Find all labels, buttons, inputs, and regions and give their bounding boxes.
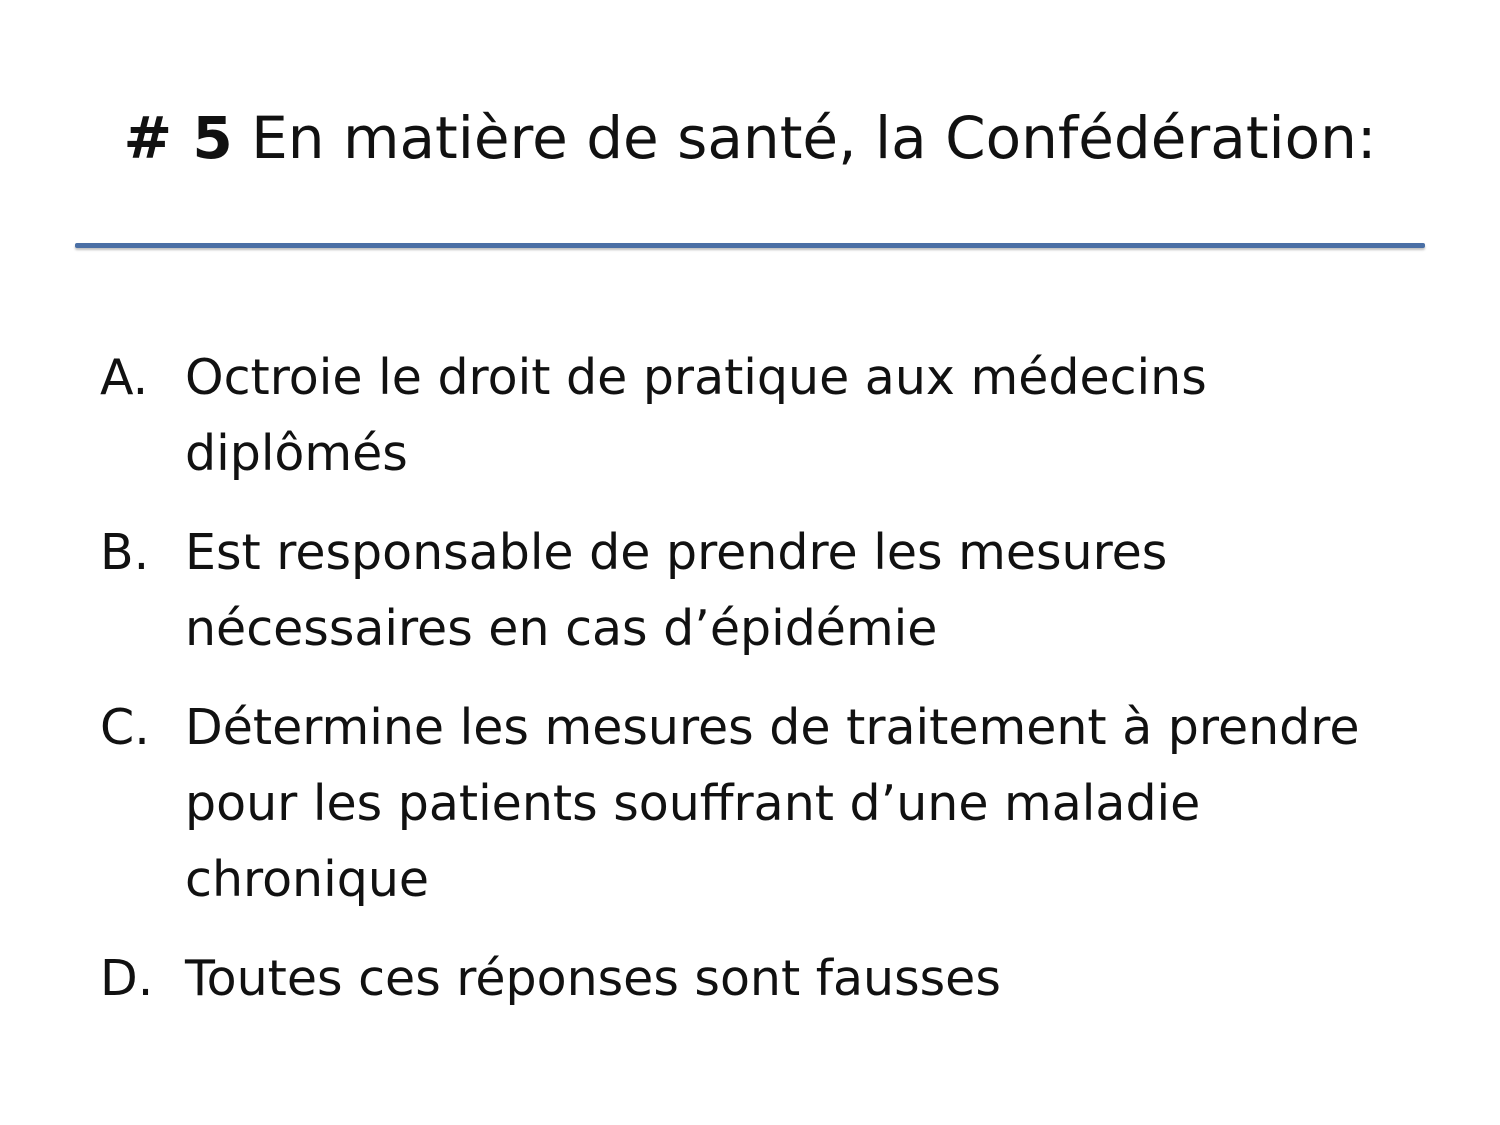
answer-text-line: diplômés [185,425,408,482]
answer-option-b [100,515,1440,667]
answer-text-line: Octroie le droit de pratique aux médecins [185,349,1207,406]
answer-text-line: Est responsable de prendre les mesures [185,524,1168,581]
answer-list [100,340,1440,1040]
answer-text-line: Détermine les mesures de traitement à prendre [185,699,1360,756]
answer-letter: C. [100,699,150,756]
question-title-text: En matière de santé, la Confédération: [232,104,1377,172]
answer-option-a [100,340,1440,492]
question-number: # 5 [123,104,233,172]
answer-text-line: nécessaires en cas d’épidémie [185,600,938,657]
title-divider [75,243,1425,248]
answer-letter: A. [100,349,149,406]
answer-option-c [100,690,1440,918]
answer-text-line: chronique [185,851,430,908]
answer-letter: D. [100,950,154,1007]
answer-text-line: pour les patients souffrant d’une maladie [185,775,1201,832]
answer-option-d [100,941,1440,1017]
slide-title [0,98,1500,178]
answer-text-line: Toutes ces réponses sont fausses [185,950,1001,1007]
answer-letter: B. [100,524,150,581]
